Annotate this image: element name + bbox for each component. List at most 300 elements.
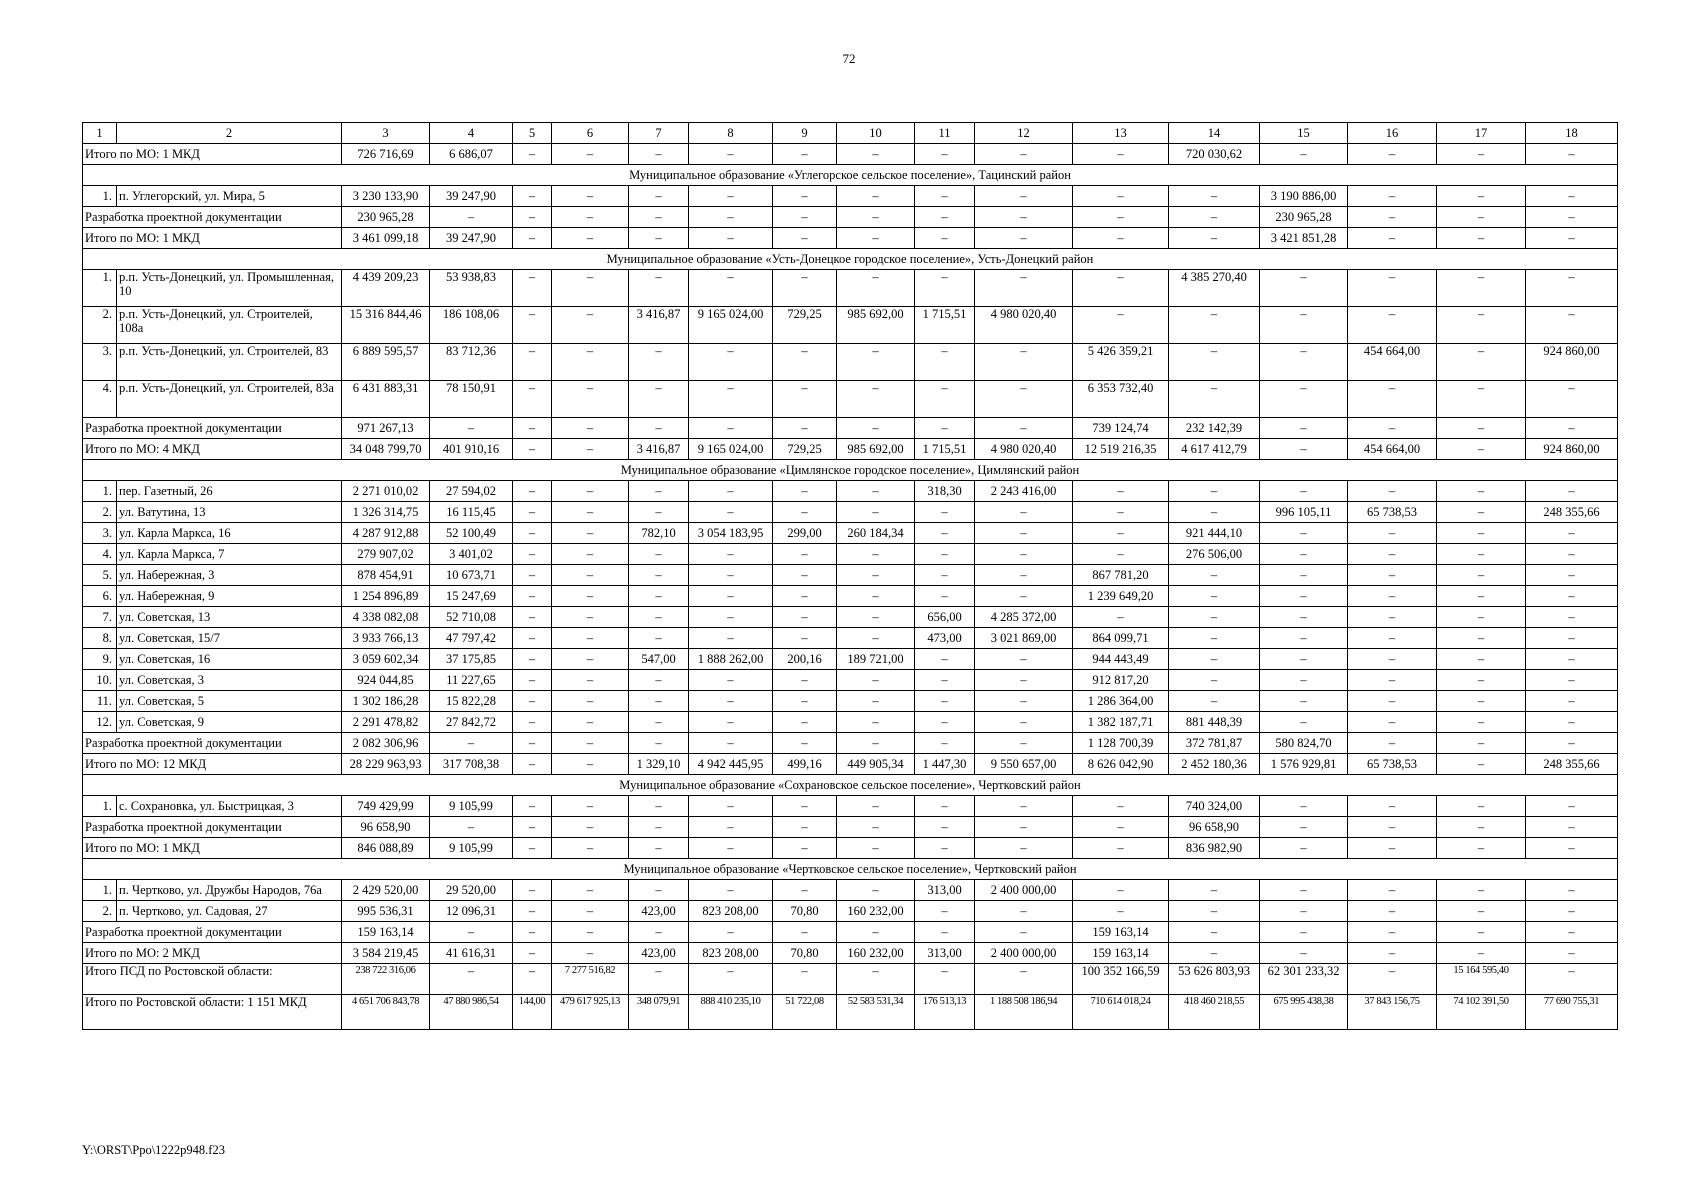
address-cell: ул. Советская, 3: [117, 670, 342, 691]
value-cell-col-10: –: [837, 144, 915, 165]
value-cell-col-11: 656,00: [915, 607, 975, 628]
value-cell-col-16: 65 738,53: [1348, 502, 1437, 523]
value-cell-col-11: 176 513,13: [915, 995, 975, 1030]
value-cell-col-16: 454 664,00: [1348, 439, 1437, 460]
value-cell-col-11: –: [915, 670, 975, 691]
value-cell-col-14: –: [1169, 228, 1260, 249]
value-cell-col-10: –: [837, 922, 915, 943]
value-cell-col-3: 159 163,14: [342, 922, 430, 943]
value-cell-col-6: 479 617 925,13: [552, 995, 629, 1030]
value-cell-col-5: –: [513, 817, 552, 838]
value-cell-col-13: –: [1073, 481, 1169, 502]
value-cell-col-9: –: [773, 838, 837, 859]
value-cell-col-6: –: [552, 607, 629, 628]
value-cell-col-13: 1 382 187,71: [1073, 712, 1169, 733]
value-cell-col-17: –: [1437, 381, 1526, 418]
value-cell-col-14: 740 324,00: [1169, 796, 1260, 817]
table-row: [83, 270, 1618, 307]
value-cell-col-13: –: [1073, 502, 1169, 523]
value-cell-col-11: –: [915, 144, 975, 165]
value-cell-col-7: –: [629, 838, 689, 859]
value-cell-col-14: 4 617 412,79: [1169, 439, 1260, 460]
value-cell-col-16: –: [1348, 964, 1437, 995]
summary-label: Разработка проектной документации: [83, 733, 342, 754]
value-cell-col-3: 238 722 316,06: [342, 964, 430, 995]
value-cell-col-16: –: [1348, 586, 1437, 607]
value-cell-col-10: –: [837, 502, 915, 523]
value-cell-col-3: 878 454,91: [342, 565, 430, 586]
address-cell: ул. Ватутина, 13: [117, 502, 342, 523]
value-cell-col-5: –: [513, 502, 552, 523]
value-cell-col-9: –: [773, 607, 837, 628]
value-cell-col-8: –: [689, 712, 773, 733]
value-cell-col-14: –: [1169, 565, 1260, 586]
value-cell-col-9: 51 722,08: [773, 995, 837, 1030]
value-cell-col-4: 41 616,31: [430, 943, 513, 964]
value-cell-col-17: –: [1437, 207, 1526, 228]
value-cell-col-10: 160 232,00: [837, 943, 915, 964]
value-cell-col-17: –: [1437, 439, 1526, 460]
value-cell-col-14: –: [1169, 880, 1260, 901]
value-cell-col-15: –: [1260, 418, 1348, 439]
value-cell-col-15: –: [1260, 943, 1348, 964]
value-cell-col-18: –: [1526, 186, 1618, 207]
value-cell-col-3: 28 229 963,93: [342, 754, 430, 775]
value-cell-col-6: –: [552, 943, 629, 964]
value-cell-col-3: 34 048 799,70: [342, 439, 430, 460]
value-cell-col-4: 16 115,45: [430, 502, 513, 523]
address-cell: п. Чертково, ул. Садовая, 27: [117, 901, 342, 922]
value-cell-col-18: –: [1526, 207, 1618, 228]
value-cell-col-18: –: [1526, 381, 1618, 418]
value-cell-col-12: 4 980 020,40: [975, 439, 1073, 460]
value-cell-col-7: –: [629, 607, 689, 628]
row-number: 4.: [83, 381, 117, 418]
value-cell-col-10: –: [837, 691, 915, 712]
value-cell-col-15: –: [1260, 565, 1348, 586]
value-cell-col-15: –: [1260, 481, 1348, 502]
value-cell-col-10: 189 721,00: [837, 649, 915, 670]
value-cell-col-9: –: [773, 712, 837, 733]
value-cell-col-11: –: [915, 207, 975, 228]
value-cell-col-7: –: [629, 817, 689, 838]
total-row: [83, 995, 1618, 1030]
value-cell-col-6: –: [552, 565, 629, 586]
value-cell-col-12: –: [975, 817, 1073, 838]
value-cell-col-14: 418 460 218,55: [1169, 995, 1260, 1030]
value-cell-col-6: –: [552, 439, 629, 460]
value-cell-col-12: –: [975, 586, 1073, 607]
value-cell-col-10: 260 184,34: [837, 523, 915, 544]
value-cell-col-5: –: [513, 964, 552, 995]
value-cell-col-16: –: [1348, 901, 1437, 922]
value-cell-col-15: –: [1260, 880, 1348, 901]
value-cell-col-15: –: [1260, 901, 1348, 922]
value-cell-col-8: –: [689, 733, 773, 754]
value-cell-col-10: –: [837, 418, 915, 439]
value-cell-col-11: –: [915, 418, 975, 439]
value-cell-col-13: 5 426 359,21: [1073, 344, 1169, 381]
column-header-16: 16: [1348, 123, 1437, 144]
value-cell-col-13: –: [1073, 880, 1169, 901]
value-cell-col-5: –: [513, 481, 552, 502]
value-cell-col-15: –: [1260, 439, 1348, 460]
value-cell-col-16: –: [1348, 544, 1437, 565]
value-cell-col-3: 971 267,13: [342, 418, 430, 439]
value-cell-col-6: –: [552, 344, 629, 381]
value-cell-col-14: 881 448,39: [1169, 712, 1260, 733]
value-cell-col-13: –: [1073, 523, 1169, 544]
value-cell-col-8: 1 888 262,00: [689, 649, 773, 670]
table-row: [83, 712, 1618, 733]
value-cell-col-10: –: [837, 838, 915, 859]
value-cell-col-8: –: [689, 544, 773, 565]
value-cell-col-15: –: [1260, 796, 1348, 817]
summary-row: [83, 754, 1618, 775]
value-cell-col-5: –: [513, 670, 552, 691]
value-cell-col-8: –: [689, 207, 773, 228]
section-header-row: [83, 249, 1618, 270]
value-cell-col-11: –: [915, 691, 975, 712]
value-cell-col-18: –: [1526, 922, 1618, 943]
value-cell-col-12: –: [975, 964, 1073, 995]
value-cell-col-11: 1 715,51: [915, 307, 975, 344]
value-cell-col-4: 15 822,28: [430, 691, 513, 712]
value-cell-col-18: –: [1526, 712, 1618, 733]
value-cell-col-5: –: [513, 418, 552, 439]
value-cell-col-12: –: [975, 381, 1073, 418]
value-cell-col-14: 96 658,90: [1169, 817, 1260, 838]
column-header-2: 2: [117, 123, 342, 144]
value-cell-col-4: 3 401,02: [430, 544, 513, 565]
value-cell-col-5: –: [513, 381, 552, 418]
value-cell-col-18: –: [1526, 733, 1618, 754]
value-cell-col-9: 729,25: [773, 439, 837, 460]
value-cell-col-6: –: [552, 502, 629, 523]
value-cell-col-5: –: [513, 691, 552, 712]
value-cell-col-10: –: [837, 544, 915, 565]
value-cell-col-17: –: [1437, 481, 1526, 502]
value-cell-col-5: –: [513, 922, 552, 943]
value-cell-col-14: –: [1169, 381, 1260, 418]
value-cell-col-8: –: [689, 628, 773, 649]
address-cell: ул. Советская, 5: [117, 691, 342, 712]
column-header-11: 11: [915, 123, 975, 144]
column-header-14: 14: [1169, 123, 1260, 144]
value-cell-col-17: –: [1437, 922, 1526, 943]
value-cell-col-3: 749 429,99: [342, 796, 430, 817]
value-cell-col-10: –: [837, 270, 915, 307]
value-cell-col-11: –: [915, 228, 975, 249]
summary-label: Итого по Ростовской области: 1 151 МКД: [83, 995, 342, 1030]
value-cell-col-3: 96 658,90: [342, 817, 430, 838]
row-number: 7.: [83, 607, 117, 628]
value-cell-col-6: –: [552, 307, 629, 344]
value-cell-col-18: –: [1526, 418, 1618, 439]
value-cell-col-15: –: [1260, 607, 1348, 628]
value-cell-col-9: –: [773, 586, 837, 607]
value-cell-col-15: 1 576 929,81: [1260, 754, 1348, 775]
value-cell-col-5: –: [513, 733, 552, 754]
value-cell-col-13: –: [1073, 228, 1169, 249]
value-cell-col-7: –: [629, 502, 689, 523]
summary-row: [83, 838, 1618, 859]
summary-label: Итого по МО: 4 МКД: [83, 439, 342, 460]
value-cell-col-9: –: [773, 481, 837, 502]
value-cell-col-3: 3 059 602,34: [342, 649, 430, 670]
value-cell-col-5: –: [513, 880, 552, 901]
value-cell-col-11: –: [915, 922, 975, 943]
table-row: [83, 880, 1618, 901]
value-cell-col-17: –: [1437, 307, 1526, 344]
value-cell-col-8: –: [689, 922, 773, 943]
table-row: [83, 628, 1618, 649]
value-cell-col-4: 9 105,99: [430, 838, 513, 859]
value-cell-col-14: 921 444,10: [1169, 523, 1260, 544]
value-cell-col-17: –: [1437, 754, 1526, 775]
value-cell-col-8: –: [689, 418, 773, 439]
value-cell-col-7: –: [629, 186, 689, 207]
value-cell-col-4: 39 247,90: [430, 186, 513, 207]
value-cell-col-12: –: [975, 796, 1073, 817]
value-cell-col-13: 1 239 649,20: [1073, 586, 1169, 607]
value-cell-col-11: –: [915, 381, 975, 418]
value-cell-col-3: 846 088,89: [342, 838, 430, 859]
column-header-9: 9: [773, 123, 837, 144]
value-cell-col-7: –: [629, 344, 689, 381]
value-cell-col-4: –: [430, 922, 513, 943]
value-cell-col-7: –: [629, 586, 689, 607]
value-cell-col-15: 3 190 886,00: [1260, 186, 1348, 207]
value-cell-col-12: –: [975, 207, 1073, 228]
value-cell-col-11: –: [915, 712, 975, 733]
value-cell-col-16: –: [1348, 712, 1437, 733]
value-cell-col-14: –: [1169, 901, 1260, 922]
value-cell-col-16: –: [1348, 270, 1437, 307]
value-cell-col-6: –: [552, 523, 629, 544]
value-cell-col-15: 675 995 438,38: [1260, 995, 1348, 1030]
value-cell-col-4: –: [430, 207, 513, 228]
summary-row: [83, 207, 1618, 228]
value-cell-col-4: 317 708,38: [430, 754, 513, 775]
row-number: 10.: [83, 670, 117, 691]
value-cell-col-15: –: [1260, 144, 1348, 165]
value-cell-col-10: –: [837, 186, 915, 207]
table-row: [83, 186, 1618, 207]
value-cell-col-5: –: [513, 628, 552, 649]
value-cell-col-17: –: [1437, 649, 1526, 670]
table-row: [83, 381, 1618, 418]
value-cell-col-8: 3 054 183,95: [689, 523, 773, 544]
value-cell-col-12: –: [975, 901, 1073, 922]
value-cell-col-5: –: [513, 649, 552, 670]
value-cell-col-6: –: [552, 544, 629, 565]
value-cell-col-16: –: [1348, 207, 1437, 228]
value-cell-col-14: 836 982,90: [1169, 838, 1260, 859]
value-cell-col-7: 423,00: [629, 943, 689, 964]
value-cell-col-10: 160 232,00: [837, 901, 915, 922]
value-cell-col-10: –: [837, 712, 915, 733]
value-cell-col-18: –: [1526, 307, 1618, 344]
value-cell-col-16: –: [1348, 144, 1437, 165]
value-cell-col-11: 1 447,30: [915, 754, 975, 775]
value-cell-col-14: –: [1169, 691, 1260, 712]
value-cell-col-18: –: [1526, 943, 1618, 964]
address-cell: р.п. Усть-Донецкий, ул. Строителей, 83а: [117, 381, 342, 418]
value-cell-col-3: 6 431 883,31: [342, 381, 430, 418]
address-cell: ул. Карла Маркса, 16: [117, 523, 342, 544]
value-cell-col-13: 944 443,49: [1073, 649, 1169, 670]
value-cell-col-6: –: [552, 838, 629, 859]
value-cell-col-12: –: [975, 186, 1073, 207]
value-cell-col-4: –: [430, 964, 513, 995]
value-cell-col-18: –: [1526, 481, 1618, 502]
value-cell-col-15: –: [1260, 307, 1348, 344]
value-cell-col-13: –: [1073, 817, 1169, 838]
value-cell-col-4: 83 712,36: [430, 344, 513, 381]
value-cell-col-7: 782,10: [629, 523, 689, 544]
row-number: 3.: [83, 344, 117, 381]
value-cell-col-9: –: [773, 270, 837, 307]
value-cell-col-4: –: [430, 733, 513, 754]
value-cell-col-3: 15 316 844,46: [342, 307, 430, 344]
row-number: 4.: [83, 544, 117, 565]
value-cell-col-7: –: [629, 207, 689, 228]
value-cell-col-6: –: [552, 670, 629, 691]
value-cell-col-6: –: [552, 628, 629, 649]
value-cell-col-11: –: [915, 186, 975, 207]
value-cell-col-3: 230 965,28: [342, 207, 430, 228]
value-cell-col-17: 74 102 391,50: [1437, 995, 1526, 1030]
value-cell-col-5: –: [513, 186, 552, 207]
address-cell: ул. Набережная, 3: [117, 565, 342, 586]
value-cell-col-8: –: [689, 880, 773, 901]
table-row: [83, 523, 1618, 544]
summary-label: Разработка проектной документации: [83, 817, 342, 838]
value-cell-col-18: –: [1526, 586, 1618, 607]
value-cell-col-12: –: [975, 418, 1073, 439]
value-cell-col-8: –: [689, 838, 773, 859]
section-title: Муниципальное образование «Углегорское сельское поселение», Тацинский район: [83, 165, 1618, 186]
value-cell-col-10: –: [837, 670, 915, 691]
value-cell-col-6: –: [552, 418, 629, 439]
summary-label: Итого по МО: 2 МКД: [83, 943, 342, 964]
value-cell-col-8: –: [689, 228, 773, 249]
value-cell-col-4: 9 105,99: [430, 796, 513, 817]
value-cell-col-14: –: [1169, 922, 1260, 943]
summary-label: Разработка проектной документации: [83, 922, 342, 943]
value-cell-col-17: –: [1437, 670, 1526, 691]
value-cell-col-12: –: [975, 344, 1073, 381]
row-number: 11.: [83, 691, 117, 712]
value-cell-col-17: –: [1437, 838, 1526, 859]
value-cell-col-14: –: [1169, 586, 1260, 607]
row-number: 3.: [83, 523, 117, 544]
value-cell-col-10: –: [837, 565, 915, 586]
column-header-17: 17: [1437, 123, 1526, 144]
summary-label: Итого по МО: 12 МКД: [83, 754, 342, 775]
value-cell-col-10: –: [837, 481, 915, 502]
value-cell-col-17: –: [1437, 880, 1526, 901]
value-cell-col-9: –: [773, 344, 837, 381]
value-cell-col-5: –: [513, 565, 552, 586]
value-cell-col-16: –: [1348, 381, 1437, 418]
value-cell-col-7: –: [629, 565, 689, 586]
summary-label: Разработка проектной документации: [83, 207, 342, 228]
value-cell-col-18: –: [1526, 964, 1618, 995]
value-cell-col-12: –: [975, 270, 1073, 307]
row-number: 1.: [83, 186, 117, 207]
value-cell-col-12: –: [975, 712, 1073, 733]
column-header-12: 12: [975, 123, 1073, 144]
value-cell-col-5: –: [513, 270, 552, 307]
value-cell-col-15: –: [1260, 649, 1348, 670]
table-row: [83, 307, 1618, 344]
value-cell-col-7: 423,00: [629, 901, 689, 922]
table-row: [83, 691, 1618, 712]
value-cell-col-16: –: [1348, 607, 1437, 628]
value-cell-col-18: –: [1526, 628, 1618, 649]
table-row: [83, 796, 1618, 817]
value-cell-col-9: –: [773, 922, 837, 943]
value-cell-col-12: –: [975, 565, 1073, 586]
value-cell-col-15: –: [1260, 670, 1348, 691]
value-cell-col-7: –: [629, 691, 689, 712]
value-cell-col-7: –: [629, 796, 689, 817]
column-header-8: 8: [689, 123, 773, 144]
value-cell-col-5: –: [513, 144, 552, 165]
value-cell-col-5: –: [513, 586, 552, 607]
value-cell-col-17: –: [1437, 586, 1526, 607]
value-cell-col-8: –: [689, 502, 773, 523]
value-cell-col-10: 985 692,00: [837, 439, 915, 460]
value-cell-col-5: –: [513, 754, 552, 775]
value-cell-col-16: –: [1348, 481, 1437, 502]
value-cell-col-9: –: [773, 670, 837, 691]
summary-row: [83, 922, 1618, 943]
value-cell-col-7: –: [629, 964, 689, 995]
section-title: Муниципальное образование «Сохрановское сельское поселение», Чертковский район: [83, 775, 1618, 796]
value-cell-col-7: –: [629, 628, 689, 649]
value-cell-col-13: –: [1073, 207, 1169, 228]
value-cell-col-14: –: [1169, 481, 1260, 502]
value-cell-col-17: –: [1437, 523, 1526, 544]
row-number: 1.: [83, 880, 117, 901]
value-cell-col-6: –: [552, 796, 629, 817]
value-cell-col-14: –: [1169, 307, 1260, 344]
value-cell-col-13: 912 817,20: [1073, 670, 1169, 691]
table-row: [83, 901, 1618, 922]
row-number: 9.: [83, 649, 117, 670]
value-cell-col-17: –: [1437, 691, 1526, 712]
value-cell-col-8: –: [689, 565, 773, 586]
value-cell-col-13: 100 352 166,59: [1073, 964, 1169, 995]
section-title: Муниципальное образование «Чертковское сельское поселение», Чертковский район: [83, 859, 1618, 880]
value-cell-col-3: 4 651 706 843,78: [342, 995, 430, 1030]
summary-row: [83, 144, 1618, 165]
value-cell-col-9: –: [773, 796, 837, 817]
value-cell-col-13: 1 128 700,39: [1073, 733, 1169, 754]
value-cell-col-4: 47 797,42: [430, 628, 513, 649]
value-cell-col-16: –: [1348, 880, 1437, 901]
value-cell-col-18: –: [1526, 523, 1618, 544]
value-cell-col-6: –: [552, 144, 629, 165]
value-cell-col-4: 15 247,69: [430, 586, 513, 607]
value-cell-col-9: –: [773, 186, 837, 207]
value-cell-col-4: 47 880 986,54: [430, 995, 513, 1030]
value-cell-col-7: –: [629, 922, 689, 943]
value-cell-col-12: –: [975, 670, 1073, 691]
